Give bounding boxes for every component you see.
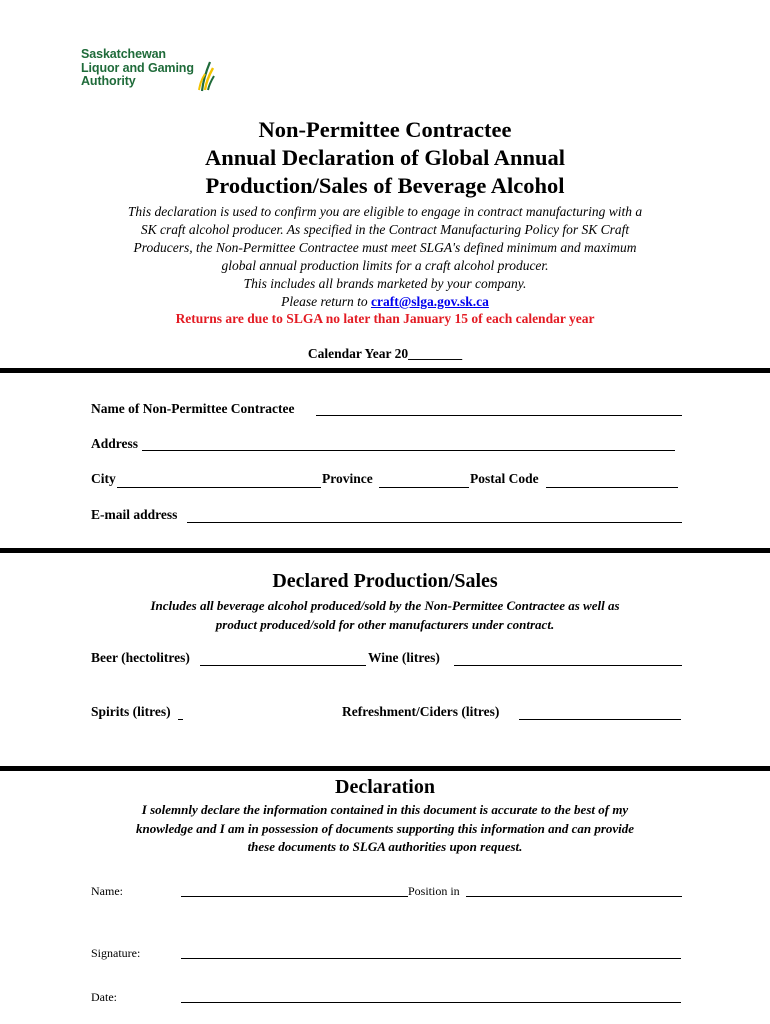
contractee-name-label: Name of Non-Permittee Contractee (91, 401, 295, 416)
email-address-field[interactable] (187, 522, 682, 523)
title-line-3: Production/Sales of Beverage Alcohol (205, 173, 565, 198)
address-label: Address (91, 436, 139, 451)
intro-line-5: This includes all brands marketed by your company. (243, 276, 527, 291)
signer-name-field[interactable] (181, 896, 408, 897)
email-address-label: E-mail address (91, 507, 178, 522)
date-label: Date: (91, 990, 117, 1004)
title-line-1: Non-Permittee Contractee (258, 117, 512, 142)
spirits-label: Spirits (litres) (91, 704, 171, 719)
postal-code-field[interactable] (546, 487, 678, 488)
position-field[interactable] (466, 896, 682, 897)
beer-field[interactable] (200, 665, 366, 666)
declaration-text (0, 801, 770, 857)
intro-line-1: This declaration is used to confirm you are eligible to engage in contract manufacturing with a (127, 204, 643, 219)
section-divider (0, 368, 770, 373)
declaration-heading: Declaration (335, 776, 435, 798)
title-line-2: Annual Declaration of Global Annual (204, 145, 566, 170)
date-field[interactable] (181, 1002, 681, 1003)
signature-label: Signature: (91, 946, 141, 960)
city-field[interactable] (117, 487, 321, 488)
due-notice: Returns are due to SLGA no later than January 15 of each calendar year (175, 311, 595, 326)
logo-line-1: Saskatchewan (81, 47, 166, 61)
intro-line-2: SK craft alcohol producer. As specified in the Contract Manufacturing Policy for SK Craft (140, 222, 630, 237)
spirits-field[interactable] (178, 719, 183, 720)
section-divider (0, 548, 770, 553)
declaration-line-2: knowledge and I am in possession of documents supporting this information and can provide (135, 820, 635, 836)
email-link[interactable]: craft@slga.gov.sk.ca (370, 294, 489, 309)
declaration-line-3: these documents to SLGA authorities upon request. (247, 839, 523, 854)
signer-name-label: Name: (91, 884, 123, 898)
declaration-line-1: I solemnly declare the information contained in this document is accurate to the best of my (141, 802, 629, 817)
intro-line-4: global annual production limits for a craft alcohol producer. (221, 258, 549, 273)
production-heading: Declared Production/Sales (272, 570, 498, 592)
refreshment-field[interactable] (519, 719, 681, 720)
address-field[interactable] (142, 450, 675, 451)
production-subtitle (0, 597, 770, 634)
refreshment-label: Refreshment/Ciders (litres) (342, 704, 500, 719)
production-sub-line-1: Includes all beverage alcohol produced/sold by the Non-Permittee Contractee as well as (150, 598, 620, 613)
return-prefix: Please return to (281, 294, 371, 309)
province-label: Province (322, 471, 373, 486)
signature-field[interactable] (181, 958, 681, 959)
postal-code-label: Postal Code (470, 471, 539, 486)
wine-label: Wine (litres) (368, 650, 440, 665)
beer-label: Beer (hectolitres) (91, 650, 190, 665)
province-field[interactable] (379, 487, 469, 488)
logo-line-3: Authority (81, 74, 136, 88)
position-label: Position in (408, 884, 460, 898)
form-title (0, 116, 770, 200)
wheat-sheaf-icon (197, 60, 215, 92)
calendar-year-field[interactable]: Calendar Year 20________ (307, 346, 463, 361)
slga-logo (81, 48, 221, 96)
wine-field[interactable] (454, 665, 682, 666)
logo-line-2: Liquor and Gaming (81, 60, 194, 75)
intro-line-3: Producers, the Non-Permittee Contractee must meet SLGA's defined minimum and maximum (133, 240, 637, 255)
production-sub-line-2: product produced/sold for other manufacturers under contract. (215, 616, 555, 632)
city-label: City (91, 471, 116, 486)
contractee-name-field[interactable] (316, 415, 682, 416)
section-divider (0, 766, 770, 771)
intro-paragraph (0, 203, 770, 311)
return-line (0, 293, 770, 311)
